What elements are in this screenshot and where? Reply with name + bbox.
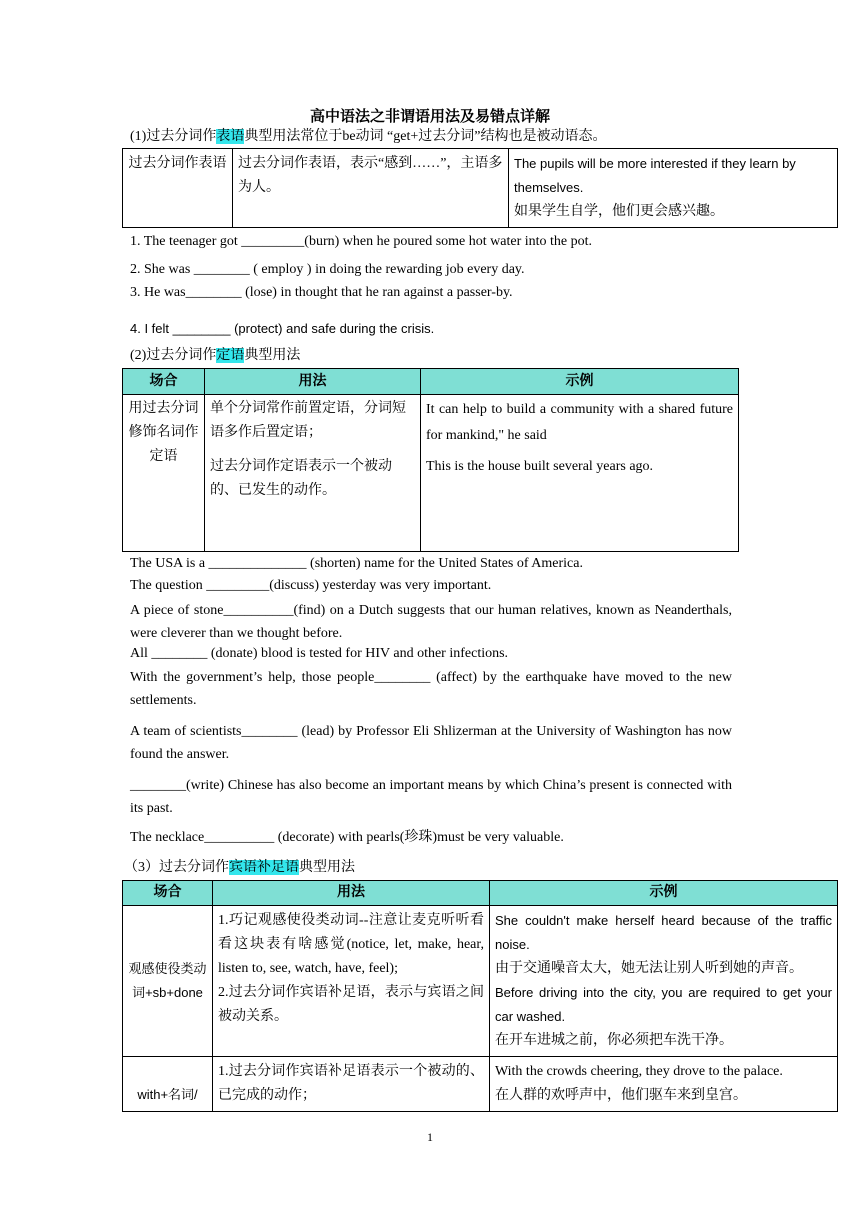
header-usage: 用法 xyxy=(205,369,421,395)
exercise-line: 1. The teenager got _________(burn) when he poured some hot water into the pot. xyxy=(130,234,593,249)
section3-heading: （3）过去分词作宾语补足语典型用法 xyxy=(124,860,355,875)
page-number: 1 xyxy=(427,1130,433,1144)
header-occasion: 场合 xyxy=(123,881,213,906)
cell-example: The pupils will be more interested if they learn by themselves. 如果学生自学，他们更会感兴趣。 xyxy=(509,149,838,228)
cell-example: With the crowds cheering, they drove to the palace. 在人群的欢呼声中，他们驱车来到皇宫。 xyxy=(490,1057,838,1112)
section3-table xyxy=(122,880,838,1112)
exercise-line: ________(write) Chinese has also become an important means by which China’s present is connected with its past. xyxy=(130,778,732,816)
section2-table xyxy=(122,368,739,552)
exercise-line: The necklace__________ (decorate) with pearls(珍珠)must be very valuable. xyxy=(130,830,564,845)
cell-example: She couldn't make herself heard because of the traffic noise. 由于交通噪音太大，她无法让别人听到她的声音。 Before driving into the city, you are required to get your car washed. 在开车进城之前，你必须把车洗干净。 xyxy=(490,906,838,1057)
exercise-line: All ________ (donate) blood is tested for HIV and other infections. xyxy=(130,646,509,661)
section1-table xyxy=(122,148,838,228)
exercise-line: With the government’s help, those people________ (affect) by the earthquake have moved to the new settlements. xyxy=(130,670,732,708)
section2-heading: (2)过去分词作定语典型用法 xyxy=(130,348,301,363)
highlight: 定语 xyxy=(216,348,245,363)
exercise-line: 2. She was ________ ( employ ) in doing the rewarding job every day. xyxy=(130,262,525,277)
cell-occasion: with+名词/ xyxy=(123,1057,213,1112)
exercise-line: 4. I felt ________ (protect) and safe during the crisis. xyxy=(130,321,435,336)
cell-usage: 过去分词作表语，表示“感到……”，主语多为人。 xyxy=(233,149,509,228)
header-example: 示例 xyxy=(421,369,739,395)
page-title: 高中语法之非谓语用法及易错点详解 xyxy=(309,109,550,125)
exercise-line: The USA is a ______________ (shorten) name for the United States of America. xyxy=(130,556,583,571)
highlight: 宾语补足语 xyxy=(229,860,299,875)
exercise-line: A piece of stone__________(find) on a Dutch suggests that our human relatives, known as Neanderthals, were cleverer than we thought before. xyxy=(130,603,732,641)
cell-usage: 1.巧记观感使役类动词--注意让麦克听听看看这块表有啥感觉(notice, let, make, hear, listen to, see, watch, have, feel); 2.过去分词作宾语补足语，表示与宾语之间被动关系。 xyxy=(213,906,490,1057)
header-occasion: 场合 xyxy=(123,369,205,395)
header-usage: 用法 xyxy=(213,881,490,906)
cell-usage: 1.过去分词作宾语补足语表示一个被动的、已完成的动作； xyxy=(213,1057,490,1112)
cell-occasion: 用过去分词修饰名词作定语 xyxy=(123,395,205,552)
exercise-line: The question _________(discuss) yesterday was very important. xyxy=(130,578,492,593)
cell-occasion: 过去分词作表语 xyxy=(123,149,233,228)
cell-example: It can help to build a community with a shared future for mankind," he said This is the house built several years ago. xyxy=(421,395,739,552)
exercise-line: A team of scientists________ (lead) by Professor Eli Shlizerman at the University of Washington has now found the answer. xyxy=(130,724,732,762)
cell-occasion: 观感使役类动词+sb+done xyxy=(123,906,213,1057)
header-example: 示例 xyxy=(490,881,838,906)
highlight: 表语 xyxy=(216,129,245,144)
exercise-line: 3. He was________ (lose) in thought that he ran against a passer-by. xyxy=(130,285,513,300)
section1-heading: (1)过去分词作表语典型用法常位于be动词 “get+过去分词”结构也是被动语态。 xyxy=(130,129,607,144)
cell-usage: 单个分词常作前置定语，分词短语多作后置定语； 过去分词作定语表示一个被动的、已发生的动作。 xyxy=(205,395,421,552)
